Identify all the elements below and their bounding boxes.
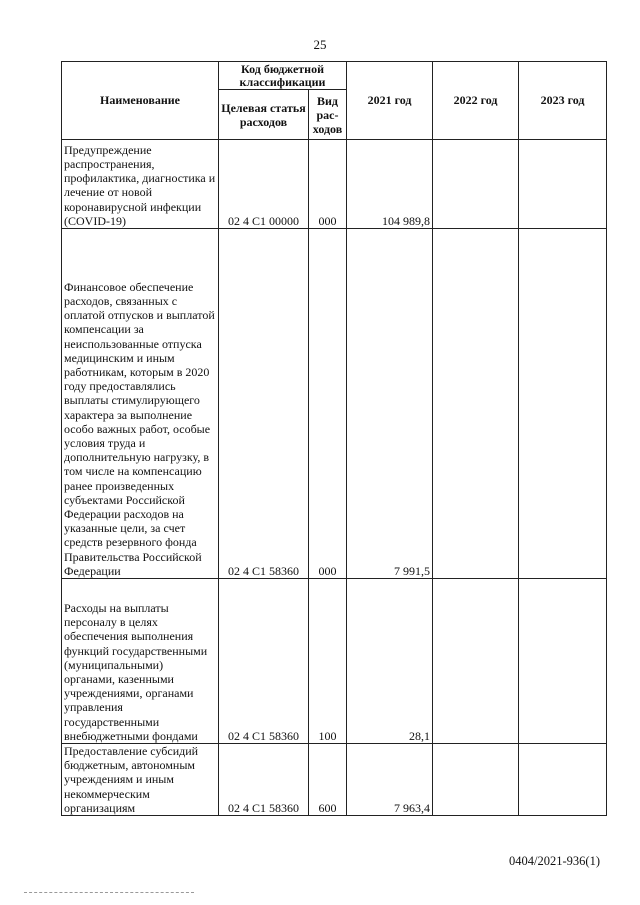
row-target-article: 02 4 С1 58360 — [219, 579, 309, 744]
row-expense-type: 000 — [309, 140, 347, 229]
header-year-2022: 2022 год — [433, 62, 519, 140]
table-row — [62, 744, 607, 816]
budget-table — [61, 61, 607, 816]
header-year-2021: 2021 год — [347, 62, 433, 140]
row-name: Финансовое обеспечение расходов, связанных с оплатой отпусков и выплатой компенсации за неиспользованные отпуска медицинским и иным работникам, которым в 2020 году предоставлялись выплаты стимулирующего характера за выполнение особо важных работ, особые условия труда и дополнительную нагрузку, в том числе на компенсацию ранее произведенных субъектами Российской Федерации расходов на указанные цели, за счет средств резервного фонда Правительства Российской Федерации — [62, 229, 219, 579]
row-name: Предоставление субсидий бюджетным, автономным учреждениям и иным некоммерческим организациям — [62, 744, 219, 816]
row-value-2021: 7 963,4 — [347, 744, 433, 816]
row-expense-type: 000 — [309, 229, 347, 579]
table-row — [62, 140, 607, 229]
row-value-2023 — [519, 229, 607, 579]
table-row — [62, 579, 607, 744]
header-classification: Код бюджетной классификации — [219, 62, 347, 90]
row-value-2023 — [519, 744, 607, 816]
row-target-article: 02 4 С1 00000 — [219, 140, 309, 229]
header-year-2023: 2023 год — [519, 62, 607, 140]
row-value-2021: 104 989,8 — [347, 140, 433, 229]
document-number: 0404/2021-936(1) — [509, 854, 600, 868]
row-value-2023 — [519, 140, 607, 229]
row-expense-type: 600 — [309, 744, 347, 816]
row-value-2022 — [433, 229, 519, 579]
row-value-2022 — [433, 579, 519, 744]
header-expense-type: Вид рас-ходов — [309, 90, 347, 140]
table-row — [62, 229, 607, 579]
header-target-article: Целевая статья расходов — [219, 90, 309, 140]
row-target-article: 02 4 С1 58360 — [219, 229, 309, 579]
row-value-2022 — [433, 744, 519, 816]
row-value-2022 — [433, 140, 519, 229]
row-value-2021: 28,1 — [347, 579, 433, 744]
row-value-2021: 7 991,5 — [347, 229, 433, 579]
row-name: Расходы на выплаты персоналу в целях обеспечения выполнения функций государственными (муниципальными) органами, казенными учреждениями, органами управления государственными внебюджетными фондами — [62, 579, 219, 744]
scan-edge-line — [24, 892, 194, 893]
row-value-2023 — [519, 579, 607, 744]
row-target-article: 02 4 С1 58360 — [219, 744, 309, 816]
page-number: 25 — [313, 37, 327, 52]
row-expense-type: 100 — [309, 579, 347, 744]
header-name: Наименование — [62, 62, 219, 140]
row-name: Предупреждение распространения, профилактика, диагностика и лечение от новой коронавирусной инфекции (COVID-19) — [62, 140, 219, 229]
